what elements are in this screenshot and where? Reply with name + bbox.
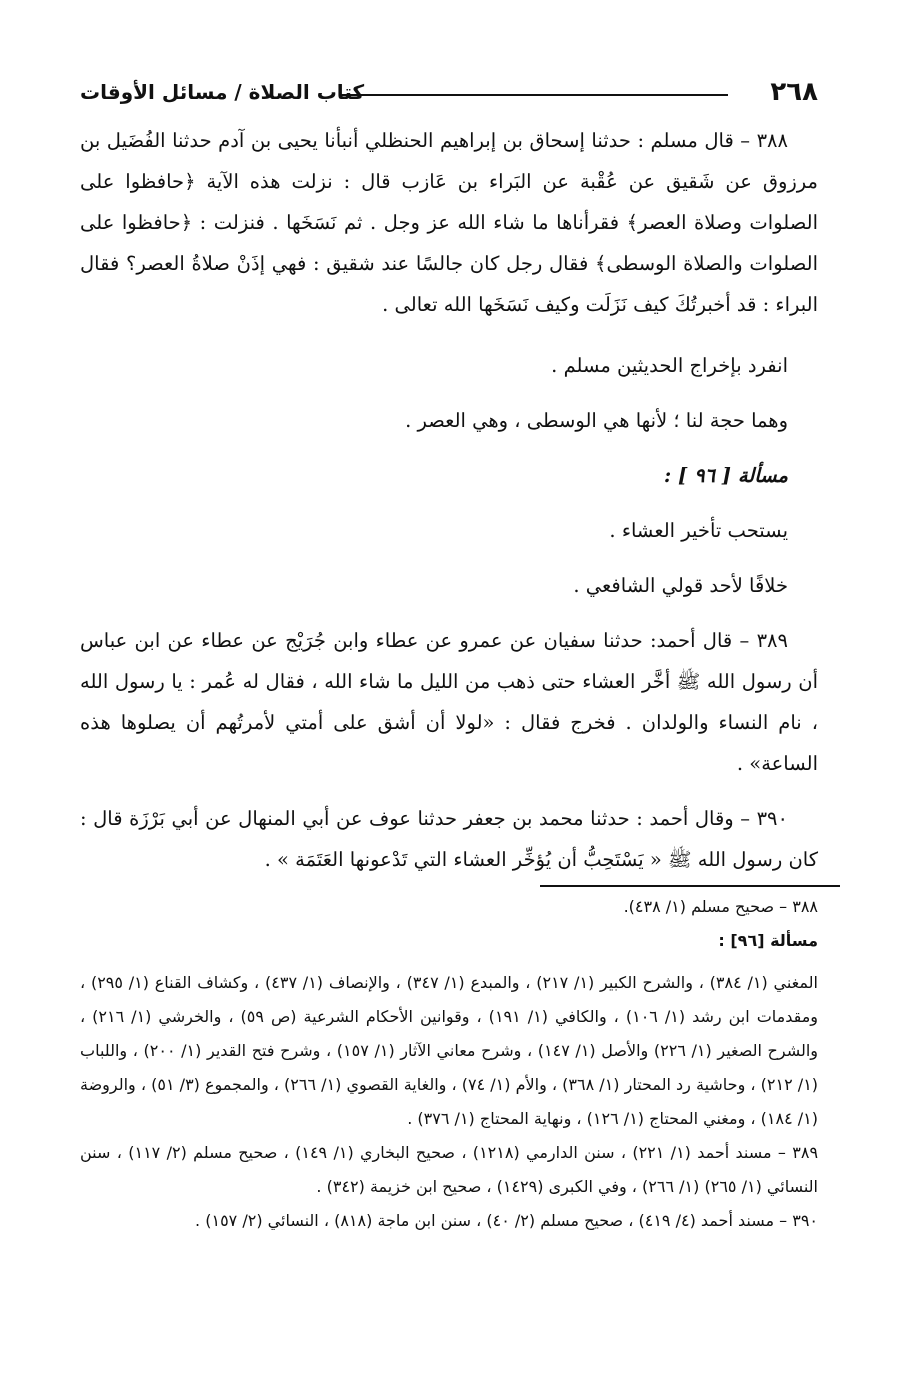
issue-title: مسألة [ ٩٦ ] : (664, 464, 788, 487)
hadith-388: ٣٨٨ – قال مسلم : حدثنا إسحاق بن إبراهيم الحنظلي أنبأنا يحيى بن آدم حدثنا الفُضَيل بن مرزوق عن شَقيق عن عُقْبة عن البَراء بن عَازب قال : نزلت هذه الآية ﴿حافظوا على الصلوات وصلاة العصر﴾ فقرأناها ما شاء الله عز وجل . ثم نَسَخَها . فنزلت : ﴿حافظوا على الصلوات والصلاة الوسطى﴾ فقال رجل كان جالسًا عند شقيق : فهي إذَنْ صلاةُ العصر؟ فقال البراء : قد أخبرتُكَ كيف نَزَلَت وكيف نَسَخَها الله تعالى . (80, 129, 818, 316)
footnote-issue-label: مسألة [٩٦] : (718, 931, 818, 950)
issue-statement: يستحب تأخير العشاء . (609, 519, 788, 542)
note-evidence: وهما حجة لنا ؛ لأنها هي الوسطى ، وهي العصر . (405, 409, 788, 432)
main-text (80, 120, 818, 880)
header-rule (340, 94, 728, 96)
page-number: ٢٦٨ (770, 77, 818, 107)
issue-dissent: خلافًا لأحد قولي الشافعي . (573, 574, 788, 597)
footnote-issue-references: المغني (١/ ٣٨٤) ، والشرح الكبير (١/ ٢١٧) ، والمبدع (١/ ٣٤٧) ، والإنصاف (١/ ٤٣٧) ، وكشاف القناع (١/ ٢٩٥) ، ومقدمات ابن رشد (١/ ١٠٦) ، والكافي (١/ ١٩١) ، وقوانين الأحكام الشرعية (ص ٥٩) ، والخرشي (١/ ٢١٦) ، والشرح الصغير (١/ ٢٢٦) والأصل (١/ ١٤٧) ، وشرح معاني الآثار (١/ ١٥٧) ، وشرح فتح القدير (١/ ٢٠٠) ، واللباب (١/ ٢١٢) ، وحاشية رد المحتار (١/ ٣٦٨) ، والأم (١/ ٧٤) ، والغاية القصوي (١/ ٢٦٦) ، والمجموع (٣/ ٥١) ، والروضة (١/ ١٨٤) ، ومغني المحتاج (١/ ١٢٦) ، ونهاية المحتاج (١/ ٣٧٦) . (80, 973, 819, 1128)
page-header (80, 72, 818, 112)
note-single-narrator: انفرد بإخراج الحديثين مسلم . (551, 354, 788, 377)
footnote-rule (540, 885, 840, 887)
hadith-389: ٣٨٩ – قال أحمد: حدثنا سفيان عن عمرو عن عطاء وابن جُرَيْج عن عطاء عن ابن عباس أن رسول الله ﷺ أخَّر العشاء حتى ذهب من الليل ما شاء الله ، فقال له عُمر : يا رسول الله ، نام النساء والولدان . فخرج فقال : «لولا أن أشق على أمتي لأمرتُهم أن يصلوها هذه الساعة» . (80, 629, 818, 775)
running-title: كتاب الصلاة / مسائل الأوقات (80, 80, 365, 104)
footnote-389: ٣٨٩ – مسند أحمد (١/ ٢٢١) ، سنن الدارمي (١٢١٨) ، صحيح البخاري (١/ ١٤٩) ، صحيح مسلم (٢/ ١١٧) ، سنن النسائي (١/ ٢٦٥) (١/ ٢٦٦) ، وفي الكبرى (١٤٢٩) ، صحيح ابن خزيمة (٣٤٢) . (80, 1143, 819, 1196)
footnote-390: ٣٩٠ – مسند أحمد (٤/ ٤١٩) ، صحيح مسلم (٢/ ٤٠) ، سنن ابن ماجة (٨١٨) ، النسائي (٢/ ١٥٧) . (195, 1211, 818, 1230)
hadith-390: ٣٩٠ – وقال أحمد : حدثنا محمد بن جعفر حدثنا عوف عن أبي المنهال عن أبي بَرْزَة قال : كان رسول الله ﷺ « يَسْتَحِبُّ أن يُؤخِّر العشاء التي تَدْعونها العَتَمَة » . (80, 807, 818, 871)
footnote-388: ٣٨٨ – صحيح مسلم (١/ ٤٣٨). (623, 897, 818, 916)
footnotes (80, 890, 818, 1238)
